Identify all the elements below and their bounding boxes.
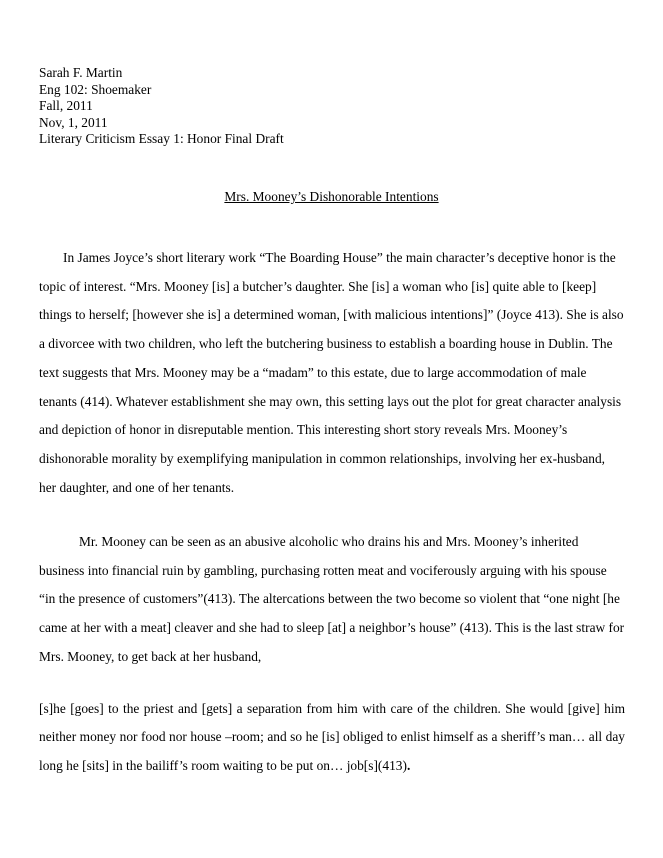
essay-title-line [0, 188, 663, 205]
block-quote-end: . [406, 757, 411, 773]
assignment-title: Literary Criticism Essay 1: Honor Final Draft [39, 131, 284, 147]
date: Nov, 1, 2011 [39, 114, 108, 130]
semester: Fall, 2011 [39, 98, 93, 114]
block-quote [39, 695, 625, 780]
course-instructor: Eng 102: Shoemaker [39, 81, 152, 97]
essay-header [39, 65, 619, 148]
essay-title: Mrs. Mooney’s Dishonorable Intentions [224, 189, 439, 204]
paragraph-intro: In James Joyce’s short literary work “The Boarding House” the main character’s deceptive honor is the topic of interest. “Mrs. Mooney [is] a butcher’s daughter. She [is] a woman who [is] quite able to [keep] things to herself; [however she is] a determined woman, [with malicious intentions]” (Joyce 413). She is also a divorcee with two children, who left the butchering business to establish a boarding house in Dublin. The text suggests that Mrs. Mooney may be a “madam” to this estate, due to large accommodation of male tenants (414). Whatever establishment she may own, this setting lays out the plot for great character analysis and depiction of honor in disreputable mention. This interesting short story reveals Mrs. Mooney’s dishonorable morality by exemplifying manipulation in common relationships, involving her ex-husband, her daughter, and one of her tenants. [39, 250, 624, 495]
author-name: Sarah F. Martin [39, 65, 123, 80]
paragraph-mr-mooney: Mr. Mooney can be seen as an abusive alcoholic who drains his and Mrs. Mooney’s inherited business into financial ruin by gambling, purchasing rotten meat and vociferously arguing with his spouse “in the presence of customers”(413). The altercations between the two become so violent that “one night [he came at her with a meat] cleaver and she had to sleep [at] a neighbor’s house” (413). This is the last straw for Mrs. Mooney, to get back at her husband, [39, 534, 625, 664]
block-quote-text: [s]he [goes] to the priest and [gets] a separation from him with care of the children. She would [give] him neither money nor food nor house –room; and so he [is] obliged to enlist himself as a sheriff’s man… all day long he [sits] in the bailiff’s room waiting to be put on… job[s](413) [39, 701, 625, 773]
